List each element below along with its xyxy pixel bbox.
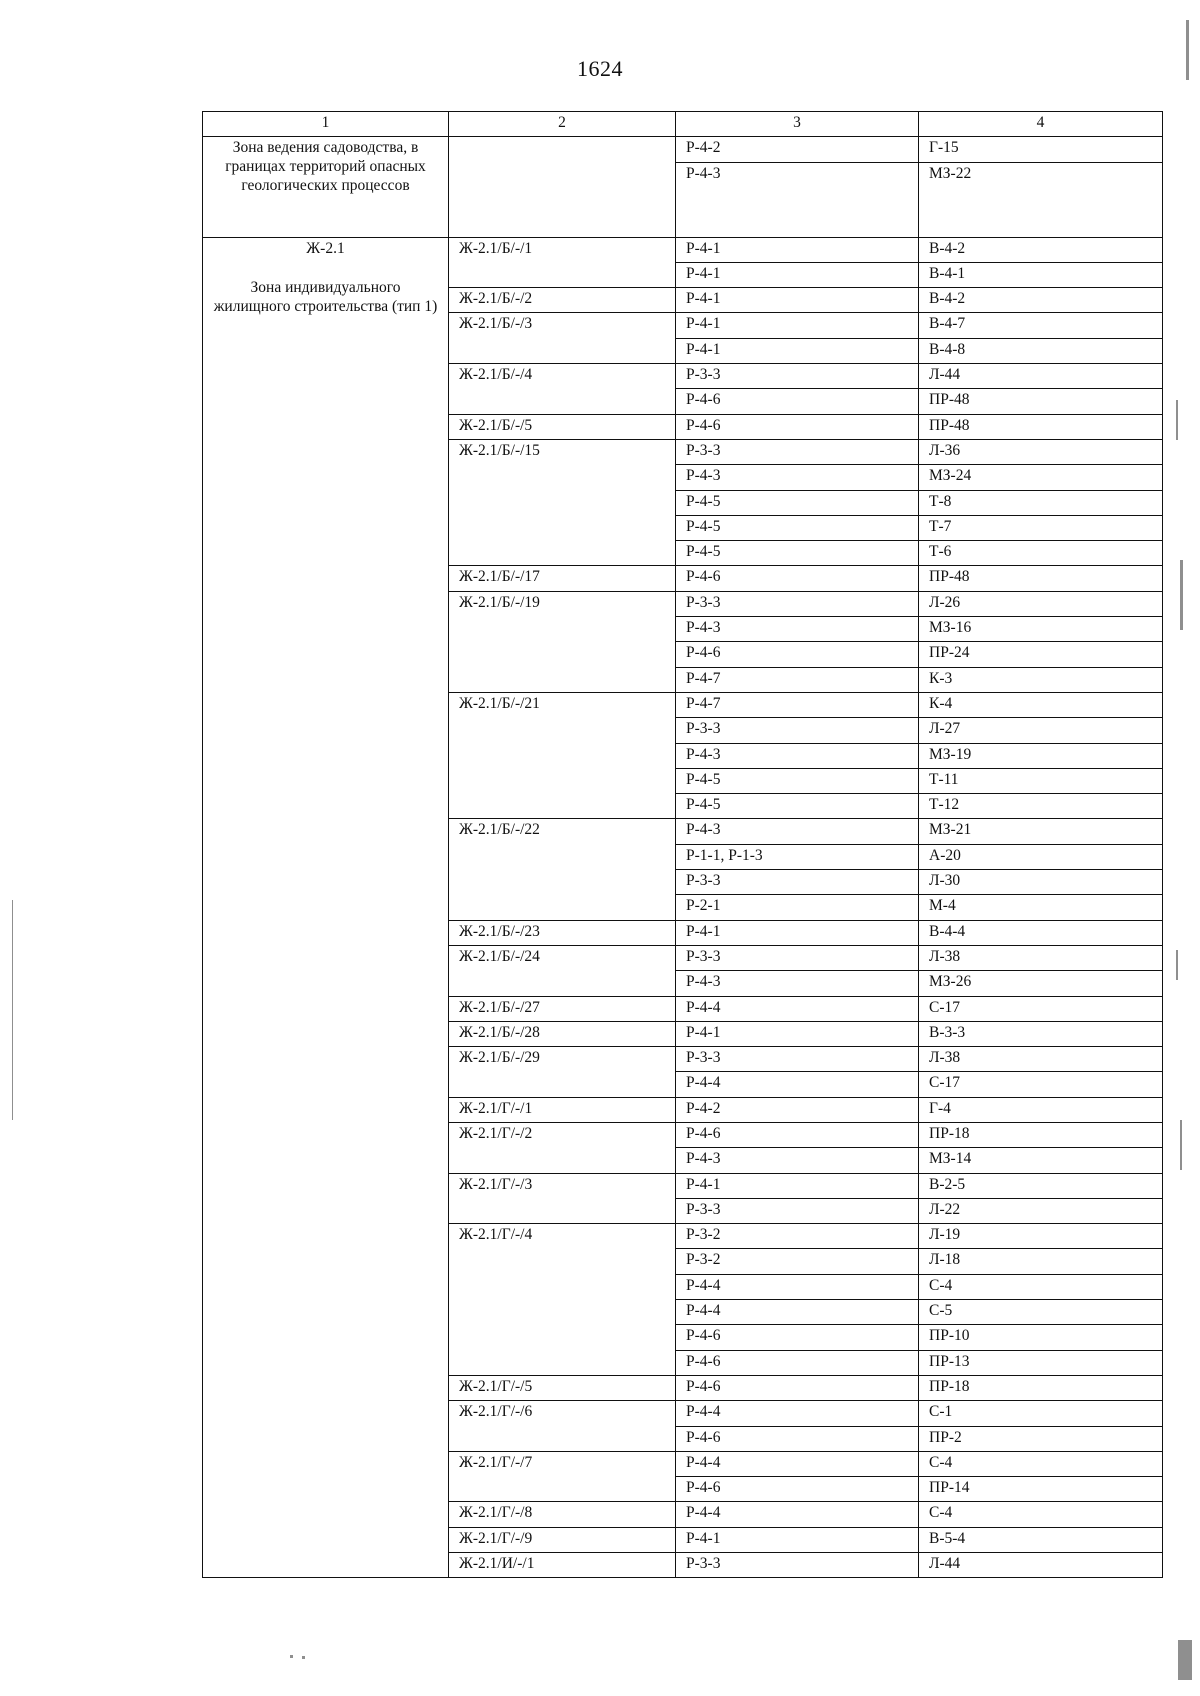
page-number: 1624 [577,56,623,81]
code-cell: Р-4-3 [676,743,919,768]
code-cell: С-4 [919,1451,1163,1476]
subzone-code-cell: Ж-2.1/Г/-/3 [449,1173,676,1224]
code-cell: Т-7 [919,515,1163,540]
code-cell: Р-4-6 [676,1477,919,1502]
code-cell: Р-4-1 [676,920,919,945]
code-cell: Л-36 [919,439,1163,464]
code-cell: С-4 [919,1502,1163,1527]
code-cell: Р-4-6 [676,642,919,667]
subzone-code-cell: Ж-2.1/Б/-/27 [449,996,676,1021]
code-cell: ПР-48 [919,566,1163,591]
code-cell: ПР-48 [919,389,1163,414]
code-cell: Р-2-1 [676,895,919,920]
code-cell: Р-4-1 [676,313,919,338]
subzone-code-cell: Ж-2.1/Б/-/5 [449,414,676,439]
code-cell: Л-44 [919,1553,1163,1578]
code-cell: Р-3-3 [676,1553,919,1578]
code-cell: Р-4-3 [676,465,919,490]
scan-artifact [1180,1120,1182,1170]
code-cell: Т-12 [919,794,1163,819]
zone-name: Зона индивидуального жилищного строительства (тип 1) [213,278,438,315]
code-cell: В-4-4 [919,920,1163,945]
code-cell: Р-4-2 [676,137,919,162]
code-cell: Р-4-7 [676,667,919,692]
code-cell: Р-4-5 [676,515,919,540]
subzone-code-cell: Ж-2.1/Г/-/9 [449,1527,676,1552]
zone-name-cell [203,137,449,237]
code-cell: ПР-14 [919,1477,1163,1502]
code-cell: ПР-48 [919,414,1163,439]
subzone-code-cell: Ж-2.1/Г/-/7 [449,1451,676,1502]
code-cell: Р-4-4 [676,1401,919,1426]
scan-artifact [1178,1640,1192,1680]
scan-artifact [12,900,13,1120]
code-cell: ПР-13 [919,1350,1163,1375]
code-cell: Р-4-3 [676,1148,919,1173]
subzone-code-cell: Ж-2.1/Г/-/5 [449,1375,676,1400]
code-cell: Г-4 [919,1097,1163,1122]
code-cell: Р-4-1 [676,288,919,313]
code-cell: Р-4-6 [676,1375,919,1400]
code-cell: Р-4-1 [676,1173,919,1198]
code-cell: МЗ-19 [919,743,1163,768]
code-cell: Р-3-2 [676,1249,919,1274]
code-cell: Р-4-5 [676,541,919,566]
code-cell: МЗ-14 [919,1148,1163,1173]
zoning-table [202,111,1163,1578]
code-cell: Р-4-2 [676,1097,919,1122]
scan-artifact [302,1656,305,1659]
subzone-code-cell: Ж-2.1/Г/-/1 [449,1097,676,1122]
code-cell: Р-4-6 [676,1325,919,1350]
code-cell: Р-4-6 [676,1350,919,1375]
code-cell: С-4 [919,1274,1163,1299]
subzone-code-cell: Ж-2.1/Б/-/28 [449,1021,676,1046]
code-cell: Р-3-3 [676,591,919,616]
code-cell: Р-4-3 [676,971,919,996]
code-cell: Р-4-6 [676,1426,919,1451]
code-cell: ПР-2 [919,1426,1163,1451]
code-cell: В-4-2 [919,288,1163,313]
column-header: 1 [203,112,449,137]
code-cell: Р-4-4 [676,1451,919,1476]
subzone-code-cell: Ж-2.1/Б/-/4 [449,364,676,415]
code-cell: Р-4-3 [676,819,919,844]
code-cell: Л-30 [919,870,1163,895]
code-cell: Р-4-4 [676,1502,919,1527]
code-cell: ПР-24 [919,642,1163,667]
code-cell: МЗ-22 [919,162,1163,237]
table-row [203,237,1163,262]
subzone-code-cell: Ж-2.1/Б/-/17 [449,566,676,591]
code-cell: Р-4-1 [676,1527,919,1552]
code-cell: Т-8 [919,490,1163,515]
code-cell: Л-38 [919,945,1163,970]
code-cell: Р-4-1 [676,262,919,287]
scan-artifact [1176,400,1178,440]
subzone-code-cell: Ж-2.1/Б/-/3 [449,313,676,364]
subzone-code-cell: Ж-2.1/Б/-/22 [449,819,676,920]
code-cell: Р-1-1, Р-1-3 [676,844,919,869]
code-cell: Р-4-5 [676,490,919,515]
column-header: 4 [919,112,1163,137]
subzone-code-cell: Ж-2.1/Г/-/6 [449,1401,676,1452]
code-cell: В-4-2 [919,237,1163,262]
code-cell: Л-19 [919,1224,1163,1249]
code-cell: Л-22 [919,1198,1163,1223]
code-cell: Р-4-3 [676,162,919,237]
code-cell: Р-4-1 [676,1021,919,1046]
code-cell: Р-4-4 [676,996,919,1021]
subzone-code-cell: Ж-2.1/Б/-/29 [449,1047,676,1098]
code-cell: Р-3-3 [676,364,919,389]
code-cell: Л-26 [919,591,1163,616]
code-cell: Р-4-4 [676,1300,919,1325]
code-cell: Р-3-2 [676,1224,919,1249]
column-header: 3 [676,112,919,137]
code-cell: Л-18 [919,1249,1163,1274]
code-cell: Р-4-5 [676,794,919,819]
code-cell: Р-4-4 [676,1274,919,1299]
subzone-code-cell: Ж-2.1/Б/-/24 [449,945,676,996]
code-cell: ПР-18 [919,1122,1163,1147]
code-cell: Р-3-3 [676,718,919,743]
column-header: 2 [449,112,676,137]
code-cell: Р-4-6 [676,389,919,414]
code-cell: Р-4-5 [676,768,919,793]
code-cell: К-3 [919,667,1163,692]
code-cell: Л-44 [919,364,1163,389]
table-header-row [203,112,1163,137]
subzone-code-cell: Ж-2.1/Б/-/19 [449,591,676,692]
code-cell: Р-4-4 [676,1072,919,1097]
code-cell: С-5 [919,1300,1163,1325]
subzone-code-cell: Ж-2.1/И/-/1 [449,1553,676,1578]
code-cell: В-4-7 [919,313,1163,338]
code-cell: Р-3-3 [676,1198,919,1223]
zone-name: Зона ведения садоводства, в границах территорий опасных геологических процессов [225,139,426,195]
code-cell: МЗ-16 [919,617,1163,642]
code-cell: А-20 [919,844,1163,869]
code-cell: МЗ-21 [919,819,1163,844]
code-cell: Р-3-3 [676,439,919,464]
code-cell: Г-15 [919,137,1163,162]
code-cell: В-5-4 [919,1527,1163,1552]
code-cell: ПР-10 [919,1325,1163,1350]
code-cell: Р-4-1 [676,237,919,262]
code-cell: МЗ-26 [919,971,1163,996]
code-cell: С-17 [919,1072,1163,1097]
zone-code: Ж-2.1 [306,239,345,257]
subzone-code-cell: Ж-2.1/Б/-/23 [449,920,676,945]
code-cell: Р-4-7 [676,692,919,717]
code-cell: Р-4-1 [676,338,919,363]
code-cell: Р-4-3 [676,617,919,642]
code-cell: К-4 [919,692,1163,717]
scan-artifact [1180,560,1183,630]
code-cell: В-2-5 [919,1173,1163,1198]
code-cell: В-4-8 [919,338,1163,363]
scan-artifact [1186,20,1189,80]
code-cell: Р-4-6 [676,1122,919,1147]
code-cell: Л-38 [919,1047,1163,1072]
zone-cell [203,237,449,1578]
empty-cell [449,137,676,237]
code-cell: Т-11 [919,768,1163,793]
subzone-code-cell: Ж-2.1/Б/-/15 [449,439,676,565]
subzone-code-cell: Ж-2.1/Г/-/8 [449,1502,676,1527]
subzone-code-cell: Ж-2.1/Б/-/21 [449,692,676,818]
code-cell: Л-27 [919,718,1163,743]
subzone-code-cell: Ж-2.1/Б/-/1 [449,237,676,288]
subzone-code-cell: Ж-2.1/Б/-/2 [449,288,676,313]
code-cell: В-4-1 [919,262,1163,287]
code-cell: ПР-18 [919,1375,1163,1400]
code-cell: Р-4-6 [676,414,919,439]
code-cell: Р-3-3 [676,945,919,970]
code-cell: Р-3-3 [676,870,919,895]
code-cell: М-4 [919,895,1163,920]
code-cell: В-3-3 [919,1021,1163,1046]
table-body [203,137,1163,1578]
code-cell: С-1 [919,1401,1163,1426]
scan-artifact [1176,950,1178,980]
subzone-code-cell: Ж-2.1/Г/-/2 [449,1122,676,1173]
code-cell: Т-6 [919,541,1163,566]
code-cell: С-17 [919,996,1163,1021]
table-row [203,137,1163,162]
subzone-code-cell: Ж-2.1/Г/-/4 [449,1224,676,1376]
code-cell: МЗ-24 [919,465,1163,490]
code-cell: Р-3-3 [676,1047,919,1072]
scan-artifact [290,1655,293,1658]
code-cell: Р-4-6 [676,566,919,591]
